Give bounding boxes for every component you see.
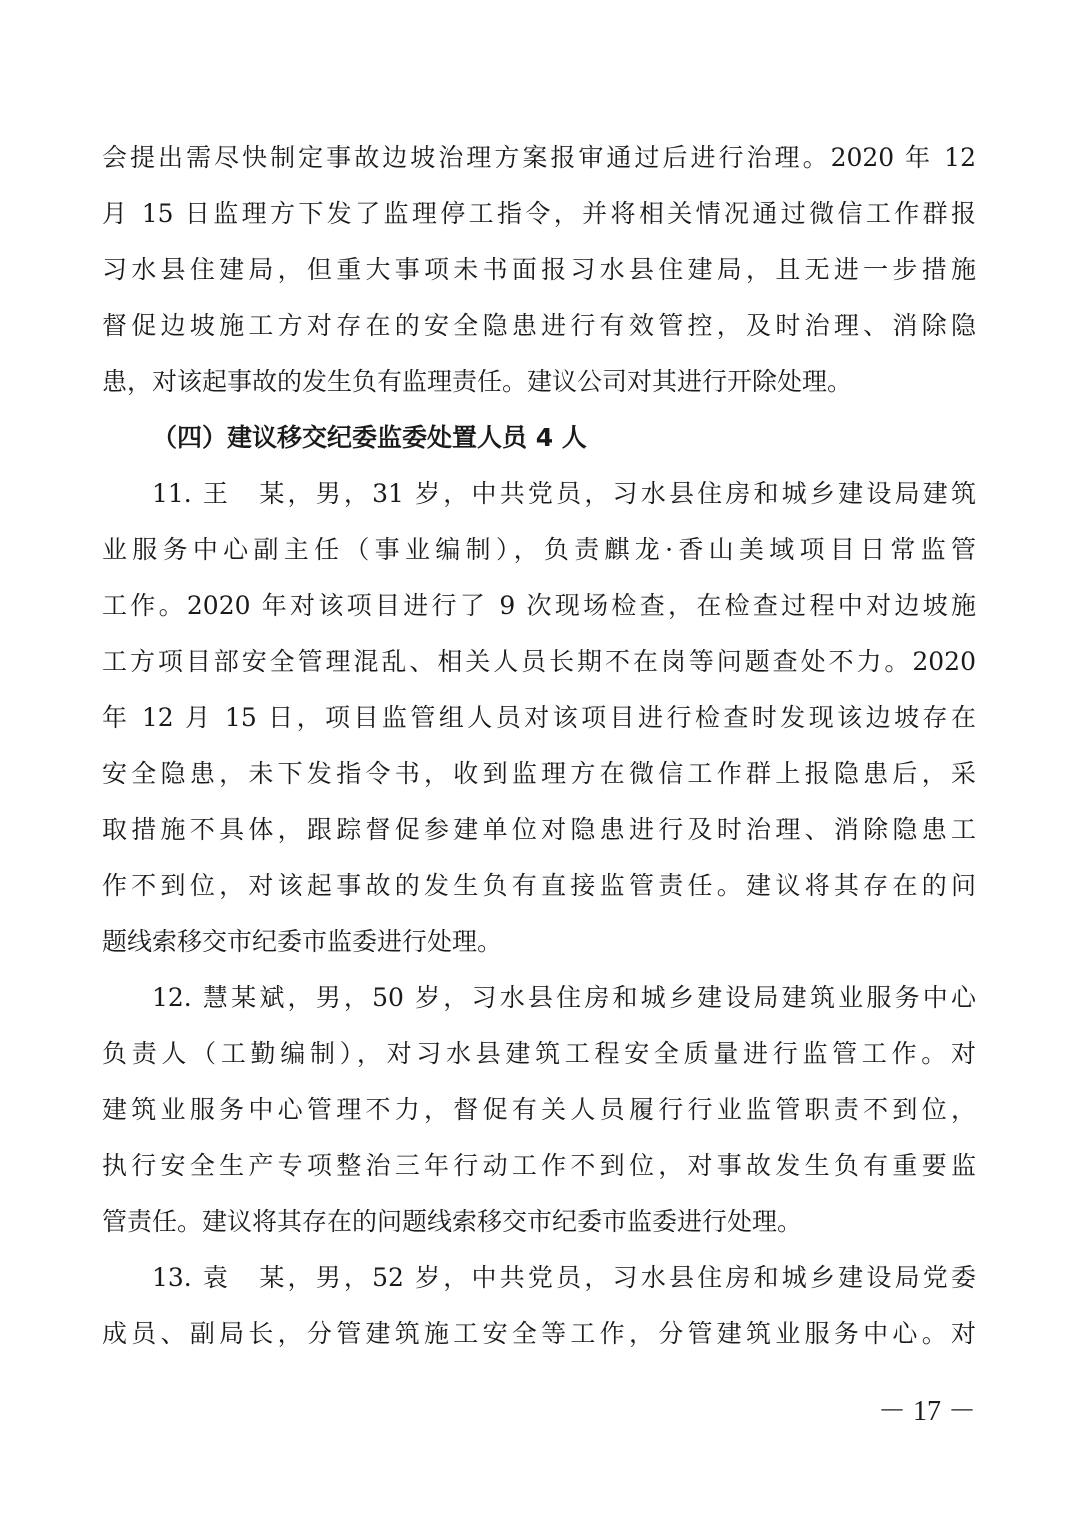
paragraph-line: 负责人（工勤编制），对习水县建筑工程安全质量进行监管工作。对 [102, 1039, 976, 1068]
paragraph-line: 患，对该起事故的发生负有监理责任。建议公司对其进行开除处理。 [102, 367, 853, 396]
paragraph-line: 12. 慧某斌，男，50 岁，习水县住房和城乡建设局建筑业服务中心 [152, 983, 976, 1012]
paragraph-line: 成员、副局长，分管建筑施工安全等工作，分管建筑业服务中心。对 [102, 1319, 976, 1348]
paragraph-line: 管责任。建议将其存在的问题线索移交市纪委市监委进行处理。 [102, 1207, 803, 1236]
page-number: － 17 － [877, 1396, 976, 1427]
paragraph-line: 月 15 日监理方下发了监理停工指令，并将相关情况通过微信工作群报 [102, 199, 976, 228]
paragraph-line: 工方项目部安全管理混乱、相关人员长期不在岗等问题查处不力。2020 [102, 647, 976, 676]
paragraph-line: 取措施不具体，跟踪督促参建单位对隐患进行及时治理、消除隐患工 [102, 815, 976, 844]
paragraph-line: 11. 王 某，男，31 岁，中共党员，习水县住房和城乡建设局建筑 [152, 479, 976, 508]
paragraph-line: 习水县住建局，但重大事项未书面报习水县住建局，且无进一步措施 [102, 255, 976, 284]
paragraph-line: 题线索移交市纪委市监委进行处理。 [102, 927, 503, 956]
paragraph-line: 执行安全生产专项整治三年行动工作不到位，对事故发生负有重要监 [102, 1151, 976, 1180]
paragraph-line: 安全隐患，未下发指令书，收到监理方在微信工作群上报隐患后，采 [102, 759, 976, 788]
section-heading: （四）建议移交纪委监委处置人员 4 人 [152, 423, 587, 452]
paragraph-line: 业服务中心副主任（事业编制），负责麒龙·香山美域项目日常监管 [102, 535, 976, 564]
paragraph-line: 13. 袁 某，男，52 岁，中共党员，习水县住房和城乡建设局党委 [152, 1263, 976, 1292]
paragraph-line: 建筑业服务中心管理不力，督促有关人员履行行业监管职责不到位， [102, 1095, 976, 1124]
paragraph-line: 作不到位，对该起事故的发生负有直接监管责任。建议将其存在的问 [102, 871, 976, 900]
paragraph-line: 会提出需尽快制定事故边坡治理方案报审通过后进行治理。2020 年 12 [102, 143, 976, 172]
paragraph-line: 年 12 月 15 日，项目监管组人员对该项目进行检查时发现该边坡存在 [102, 703, 976, 732]
paragraph-line: 工作。2020 年对该项目进行了 9 次现场检查，在检查过程中对边坡施 [102, 591, 976, 620]
paragraph-line: 督促边坡施工方对存在的安全隐患进行有效管控，及时治理、消除隐 [102, 311, 976, 340]
